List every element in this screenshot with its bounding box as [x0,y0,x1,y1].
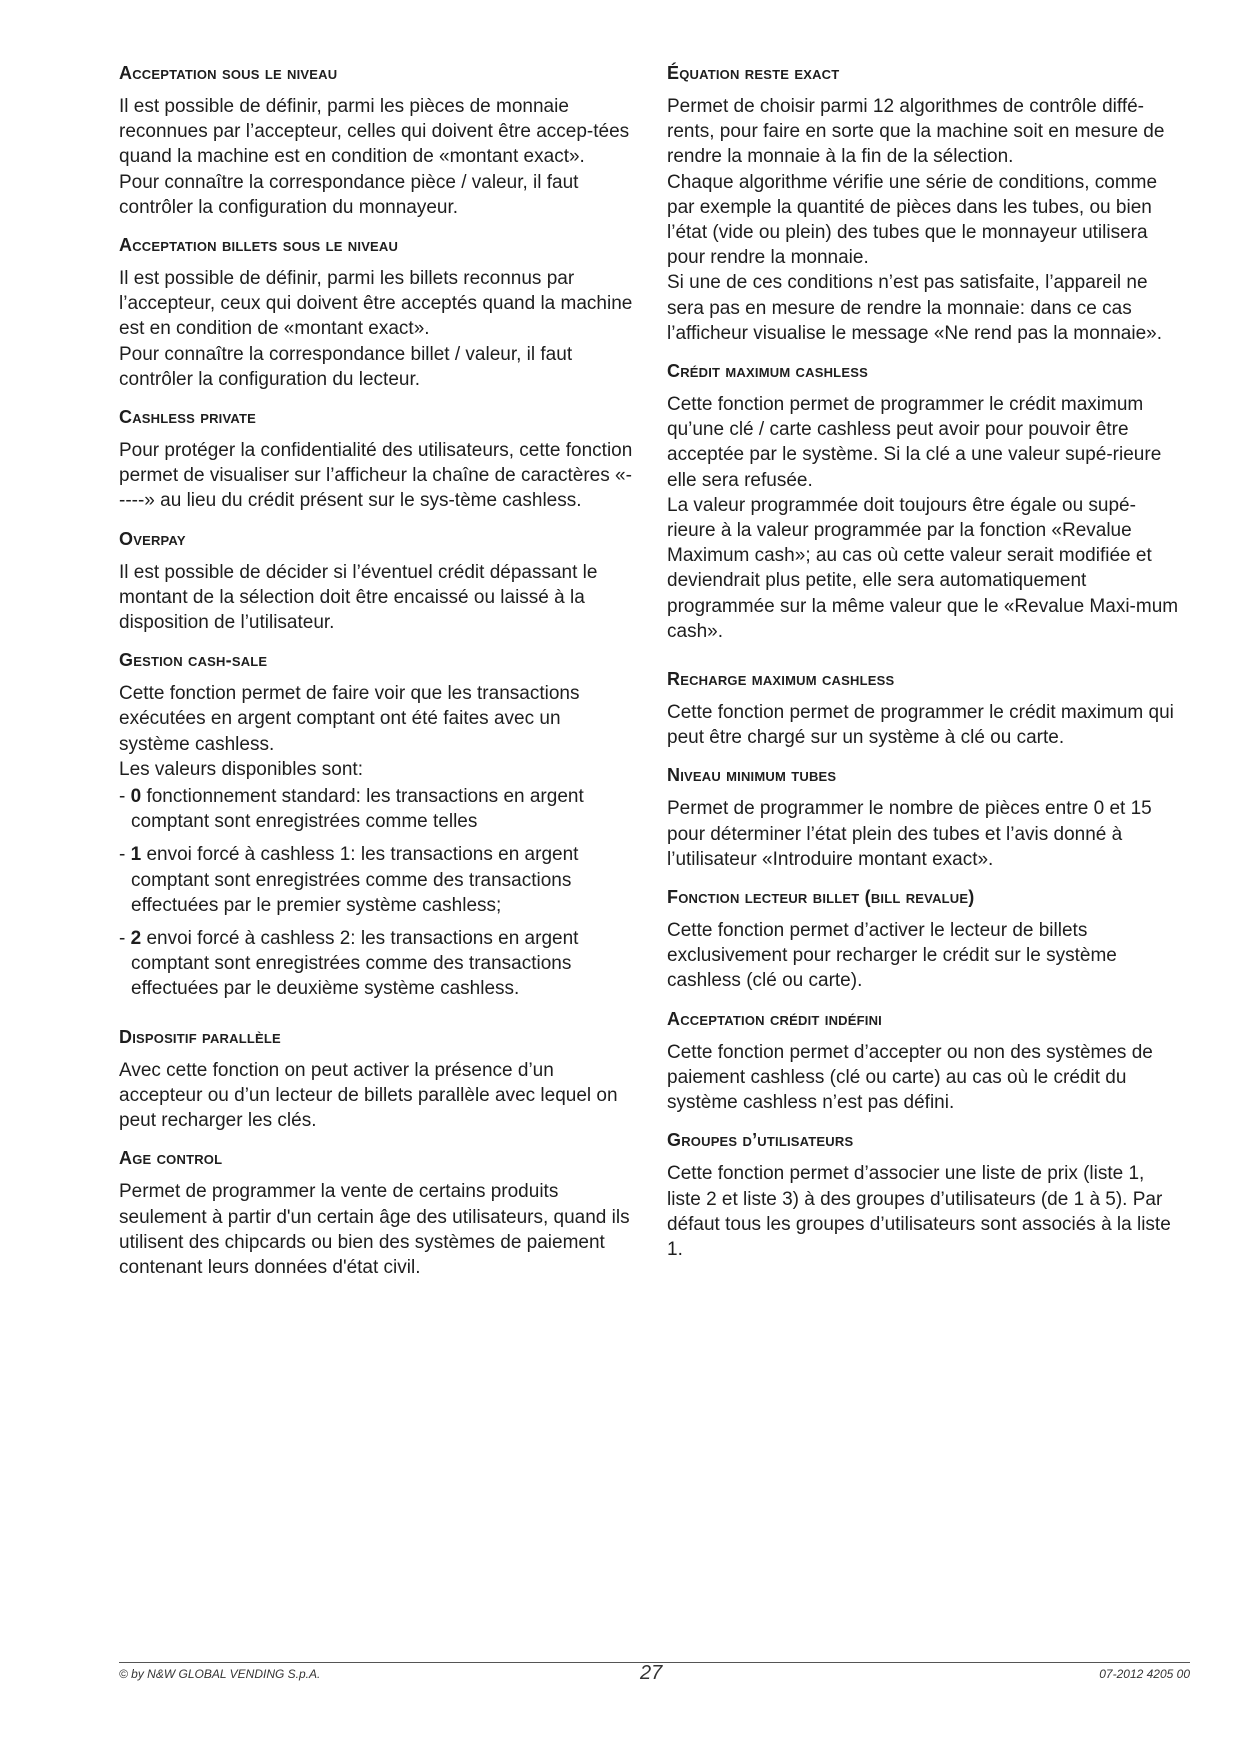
section-body: Il est possible de définir, parmi les pièces de monnaie reconnues par l’accepteur, celles qui doivent être accep-tées quand la machine est en condition de «montant exact». Pour connaître la correspondance pièce / valeur, il faut contrôler la configuration du monnayeur. [119,96,630,218]
section-body: Avec cette fonction on peut activer la présence d’un accepteur ou d’un lecteur de billets parallèle avec lequel on peut recharger les clés. [119,1059,618,1132]
value-number: 2 [130,928,142,950]
section-heading: Recharge maximum cashless [667,669,895,690]
section-heading: Équation reste exact [667,63,840,83]
section-acceptation-billets [119,234,634,392]
section-body: Cette fonction permet d’accepter ou non des systèmes de paiement cashless (clé ou carte) au cas où le crédit du système cashless n’est pas défini. [667,1041,1153,1114]
document-code: 07-2012 4205 00 [1099,1667,1190,1681]
section-body: Permet de programmer la vente de certains produits seulement à partir d'un certain âge des utilisateurs, quand ils utilisent des chipcards ou bien des systèmes de paiement contenant leurs données d'état civil. [119,1181,630,1278]
section-heading: Cashless private [119,407,257,428]
value-number: 0 [130,786,142,808]
section-fonction-lecteur-billet [667,886,1182,994]
section-niveau-minimum-tubes [667,764,1182,872]
section-body: Cette fonction permet de programmer le crédit maximum qui peut être chargé sur un système à clé ou carte. [667,702,1174,749]
section-heading: Dispositif parallèle [119,1026,281,1047]
spacer [119,1016,634,1026]
section-recharge-maximum-cashless [667,668,1182,750]
left-column [119,62,634,1294]
section-body: Cette fonction permet de faire voir que les transactions exécutées en argent comptant ont été faites avec un système cashless. Les valeurs disponibles sont: [119,683,580,780]
value-description: envoi forcé à cashless 2: les transactions en argent comptant sont enregistrées comme des transactions effectuées par le deuxième système cashless. [131,928,579,1000]
section-age-control [119,1147,634,1280]
section-overpay [119,528,634,636]
section-heading: Overpay [119,528,186,549]
section-heading: Gestion cash-sale [119,650,268,671]
section-acceptation-credit-indefini [667,1008,1182,1116]
footer-copyright: © by N&W GLOBAL VENDING S.p.A. [119,1667,321,1681]
value-description: envoi forcé à cashless 1: les transactions en argent comptant sont enregistrées comme des transactions effectuées par le premier système cashless; [131,844,579,916]
section-body: Cette fonction permet d’associer une liste de prix (liste 1, liste 2 et liste 3) à des groupes d’utilisateurs (de 1 à 5). Par défaut tous les groupes d’utilisateurs sont associés à la liste 1. [667,1163,1171,1260]
section-body: Permet de programmer le nombre de pièces entre 0 et 15 pour déterminer l’état plein des tubes et l’avis donné à l’utilisateur «Introduire montant exact». [667,798,1152,870]
section-acceptation-sous-niveau [119,62,634,220]
section-gestion-cash-sale [119,649,634,1001]
value-description: fonctionnement standard: les transactions en argent comptant sont enregistrées comme telles [131,786,584,833]
section-equation-reste-exact [667,62,1182,346]
list-item: - 0 fonctionnement standard: les transactions en argent comptant sont enregistrées comme telles [119,786,584,833]
section-body: Il est possible de décider si l’éventuel crédit dépassant le montant de la sélection doit être encaissé ou laissé à la disposition de l’utilisateur. [119,561,598,634]
section-body: Pour protéger la confidentialité des utilisateurs, cette fonction permet de visualiser sur l’afficheur la chaîne de caractères «-----» au lieu du crédit présent sur le sys-tème cashless. [119,440,633,512]
spacer [667,658,1182,668]
list-item: - 1 envoi forcé à cashless 1: les transactions en argent comptant sont enregistrées comme des transactions effectuées par le premier système cashless; [119,844,579,916]
section-heading: Groupes d’utilisateurs [667,1130,854,1151]
section-heading: Age control [119,1148,223,1169]
list-item: - 2 envoi forcé à cashless 2: les transactions en argent comptant sont enregistrées comme des transactions effectuées par le deuxième système cashless. [119,928,579,1000]
section-body: Il est possible de définir, parmi les billets reconnus par l’accepteur, ceux qui doivent être acceptés quand la machine est en condition de «montant exact». Pour connaître la correspondance billet / valeur, il faut contrôler la configuration du lecteur. [119,268,633,390]
section-heading: Crédit maximum cashless [667,361,868,382]
section-body: Cette fonction permet de programmer le crédit maximum qu’une clé / carte cashless peut avoir pour pouvoir être acceptée par le système. Si la clé a une valeur supé-rieure elle sera refusée. La valeur programmée doit toujours être égale ou supé-rieure à la valeur programmée par la fonction «Revalue Maximum cash»; au cas où cette valeur serait modifiée et deviendrait plus petite, elle sera automatiquement programmée sur la même valeur que le «Revalue Maxi-mum cash». [667,394,1179,642]
section-dispositif-parallele [119,1026,634,1134]
value-number: 1 [130,844,142,866]
section-heading: Acceptation sous le niveau [119,63,338,83]
section-heading: Fonction lecteur billet (bill revalue) [667,887,975,908]
section-groupes-utilisateurs [667,1129,1182,1262]
section-body: Cette fonction permet d’activer le lecteur de billets exclusivement pour recharger le crédit sur le système cashless (clé ou carte). [667,920,1117,992]
page-number: 27 [640,1662,663,1684]
section-heading: Acceptation billets sous le niveau [119,235,399,256]
right-column [667,62,1182,1276]
section-credit-maximum-cashless [667,360,1182,644]
section-heading: Acceptation crédit indéfini [667,1008,882,1029]
section-heading: Niveau minimum tubes [667,765,837,786]
section-body: Permet de choisir parmi 12 algorithmes de contrôle diffé-rents, pour faire en sorte que la machine soit en mesure de rendre la monnaie à la fin de la sélection. Chaque algorithme vérifie une série de conditions, comme par exemple la quantité de pièces dans les tubes, ou bien l’état (vide ou plein) des tubes que le monnayeur utilisera pour rendre la monnaie. Si une de ces conditions n’est pas satisfaite, l’appareil ne sera pas en mesure de rendre la monnaie: dans ce cas l’afficheur visualise le message «Ne rend pas la monnaie». [667,96,1165,344]
section-cashless-private [119,406,634,514]
